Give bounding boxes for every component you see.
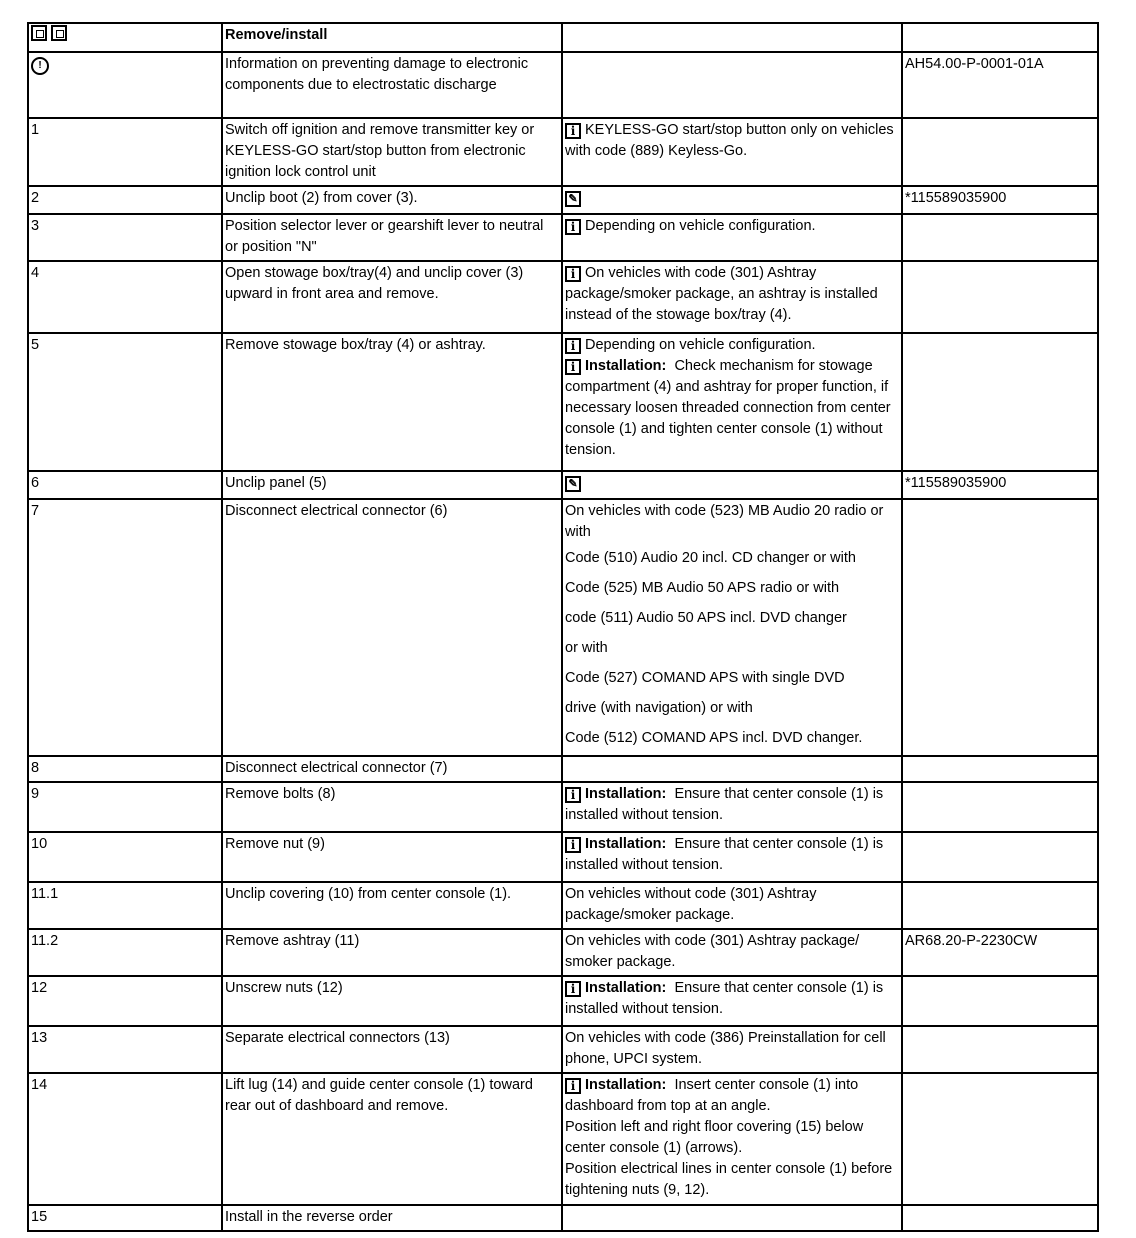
action-cell: Lift lug (14) and guide center console (1) toward rear out of dashboard and remove.	[222, 1073, 562, 1205]
action-cell: Unclip panel (5)	[222, 471, 562, 499]
reference-cell[interactable]: AR68.20-P-2230CW	[902, 929, 1098, 976]
info-icon: i	[565, 359, 581, 375]
procedure-table	[27, 22, 1099, 1232]
info-icon: i	[565, 266, 581, 282]
reference-cell	[902, 499, 1098, 756]
installation-label: Installation:	[585, 1077, 667, 1093]
special-tool-icon: ✎	[565, 476, 581, 492]
action-cell: Install in the reverse order	[222, 1205, 562, 1231]
table-row	[28, 832, 1098, 882]
note-text: Check mechanism for stowage compartment (4) and ashtray for proper function, if necessary loosen threaded connection from center console (1) and tighten center console (1) without tension.	[565, 358, 891, 458]
step-cell: 9	[28, 782, 222, 832]
step-cell: 8	[28, 756, 222, 782]
action-cell: Switch off ignition and remove transmitter key or KEYLESS-GO start/stop button from electronic ignition lock control unit	[222, 118, 562, 186]
action-cell: Unscrew nuts (12)	[222, 976, 562, 1026]
note-cell	[562, 52, 902, 118]
note-cell	[562, 499, 902, 756]
step-cell: 1	[28, 118, 222, 186]
note-line: Code (510) Audio 20 incl. CD changer or with	[565, 550, 856, 566]
table-row	[28, 52, 1098, 118]
note-text: KEYLESS-GO start/stop button only on vehicles with code (889) Keyless-Go.	[565, 122, 894, 159]
note-text: Ensure that center console (1) is installed without tension.	[565, 786, 884, 823]
note-cell	[562, 756, 902, 782]
esd-warning-icon: !	[31, 57, 49, 75]
action-cell: Remove ashtray (11)	[222, 929, 562, 976]
installation-label: Installation:	[585, 358, 667, 374]
note-cell: On vehicles without code (301) Ashtray package/smoker package.	[562, 882, 902, 929]
action-cell: Disconnect electrical connector (6)	[222, 499, 562, 756]
step-cell: 12	[28, 976, 222, 1026]
reference-cell	[902, 976, 1098, 1026]
step-cell: 3	[28, 214, 222, 261]
action-cell: Unclip boot (2) from cover (3).	[222, 186, 562, 214]
note-cell: On vehicles with code (386) Preinstallation for cell phone, UPCI system.	[562, 1026, 902, 1073]
note-text: Insert center console (1) into dashboard from top at an angle.	[565, 1077, 859, 1114]
action-cell: Remove nut (9)	[222, 832, 562, 882]
installation-label: Installation:	[585, 836, 667, 852]
step-cell: 6	[28, 471, 222, 499]
note-cell	[562, 782, 902, 832]
action-cell: Separate electrical connectors (13)	[222, 1026, 562, 1073]
note-cell	[562, 1073, 902, 1205]
note-cell: On vehicles with code (301) Ashtray package/ smoker package.	[562, 929, 902, 976]
note-cell	[562, 1205, 902, 1231]
table-row	[28, 261, 1098, 333]
note-text: Position left and right floor covering (15) below center console (1) (arrows).	[565, 1119, 864, 1156]
header-title: Remove/install	[222, 23, 562, 52]
reference-cell	[902, 756, 1098, 782]
reference-cell	[902, 214, 1098, 261]
note-cell	[562, 261, 902, 333]
table-row	[28, 782, 1098, 832]
note-text: On vehicles with code (301) Ashtray package/smoker package, an ashtray is installed instead of the stowage box/tray (4).	[565, 265, 878, 323]
reference-cell	[902, 832, 1098, 882]
reference-cell[interactable]: *115589035900	[902, 186, 1098, 214]
action-cell: Position selector lever or gearshift lever to neutral or position "N"	[222, 214, 562, 261]
reference-cell	[902, 118, 1098, 186]
step-cell: 11.1	[28, 882, 222, 929]
action-cell: Information on preventing damage to electronic components due to electrostatic discharge	[222, 52, 562, 118]
installation-label: Installation:	[585, 980, 667, 996]
note-cell	[562, 214, 902, 261]
table-row	[28, 929, 1098, 976]
table-row	[28, 1205, 1098, 1231]
table-row	[28, 1073, 1098, 1205]
note-cell	[562, 832, 902, 882]
step-cell: 11.2	[28, 929, 222, 976]
note-cell	[562, 186, 902, 214]
table-header-row	[28, 23, 1098, 52]
step-cell: 5	[28, 333, 222, 471]
note-line: code (511) Audio 50 APS incl. DVD changer	[565, 610, 847, 626]
info-icon: i	[565, 1078, 581, 1094]
table-row	[28, 333, 1098, 471]
reference-cell	[902, 261, 1098, 333]
note-text: Position electrical lines in center console (1) before tightening nuts (9, 12).	[565, 1161, 893, 1198]
action-cell: Unclip covering (10) from center console (1).	[222, 882, 562, 929]
step-cell: 13	[28, 1026, 222, 1073]
table-row	[28, 1026, 1098, 1073]
table-row	[28, 882, 1098, 929]
note-text: Ensure that center console (1) is installed without tension.	[565, 980, 884, 1017]
reference-cell	[902, 1205, 1098, 1231]
info-icon: i	[565, 123, 581, 139]
reference-cell	[902, 1073, 1098, 1205]
note-line: On vehicles with code (523) MB Audio 20 radio or with	[565, 503, 884, 540]
info-icon: i	[565, 338, 581, 354]
step-cell: 14	[28, 1073, 222, 1205]
note-line: Code (525) MB Audio 50 APS radio or with	[565, 580, 840, 596]
note-line: drive (with navigation) or with	[565, 700, 753, 716]
header-empty-cell	[902, 23, 1098, 52]
header-icons-cell	[28, 23, 222, 52]
note-line: Code (512) COMAND APS incl. DVD changer.	[565, 730, 863, 746]
step-cell: 2	[28, 186, 222, 214]
note-cell	[562, 471, 902, 499]
reference-cell	[902, 882, 1098, 929]
info-icon: i	[565, 837, 581, 853]
table-row	[28, 756, 1098, 782]
note-line: Code (527) COMAND APS with single DVD	[565, 670, 845, 686]
special-tool-icon: ✎	[565, 191, 581, 207]
action-cell: Open stowage box/tray(4) and unclip cover (3) upward in front area and remove.	[222, 261, 562, 333]
note-line: or with	[565, 640, 608, 656]
note-text: Ensure that center console (1) is installed without tension.	[565, 836, 884, 873]
step-cell: 10	[28, 832, 222, 882]
grid-icon	[31, 25, 47, 41]
step-cell: 15	[28, 1205, 222, 1231]
grid-icon	[51, 25, 67, 41]
table-row	[28, 976, 1098, 1026]
table-row	[28, 118, 1098, 186]
header-empty-cell	[562, 23, 902, 52]
step-cell: 7	[28, 499, 222, 756]
info-icon: i	[565, 787, 581, 803]
action-cell: Remove stowage box/tray (4) or ashtray.	[222, 333, 562, 471]
info-icon: i	[565, 981, 581, 997]
step-cell	[28, 52, 222, 118]
reference-cell[interactable]: AH54.00-P-0001-01A	[902, 52, 1098, 118]
table-row	[28, 471, 1098, 499]
table-row	[28, 186, 1098, 214]
reference-cell[interactable]: *115589035900	[902, 471, 1098, 499]
action-cell: Remove bolts (8)	[222, 782, 562, 832]
step-cell: 4	[28, 261, 222, 333]
reference-cell	[902, 333, 1098, 471]
note-cell	[562, 976, 902, 1026]
note-text: Depending on vehicle configuration.	[585, 337, 816, 353]
reference-cell	[902, 1026, 1098, 1073]
table-row	[28, 214, 1098, 261]
table-row	[28, 499, 1098, 756]
note-cell	[562, 333, 902, 471]
installation-label: Installation:	[585, 786, 667, 802]
action-cell: Disconnect electrical connector (7)	[222, 756, 562, 782]
info-icon: i	[565, 219, 581, 235]
note-cell	[562, 118, 902, 186]
reference-cell	[902, 782, 1098, 832]
note-text: Depending on vehicle configuration.	[585, 218, 816, 234]
